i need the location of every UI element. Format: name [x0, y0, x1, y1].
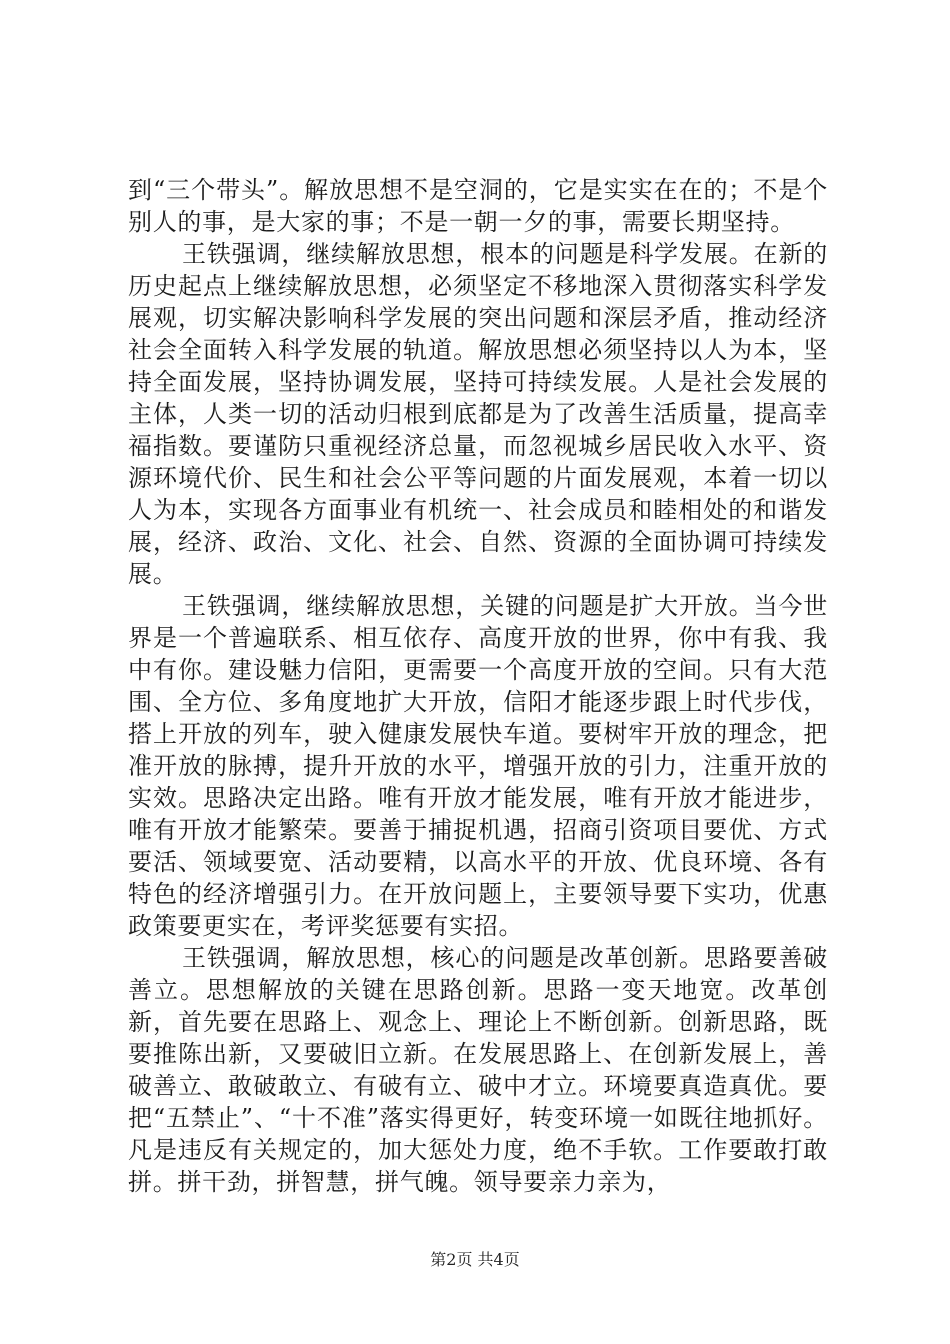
page-number-footer: 第2页 共4页	[430, 1250, 520, 1269]
paragraph-continuation: 到“三个带头”。解放思想不是空洞的，它是实实在在的；不是个别人的事，是大家的事；不是一朝一夕的事，需要长期坚持。	[128, 176, 828, 236]
paragraph-opening-up: 王铁强调，继续解放思想，关键的问题是扩大开放。当今世界是一个普遍联系、相互依存、高度开放的世界，你中有我、我中有你。建设魅力信阳，更需要一个高度开放的空间。只有大范围、全方位、多角度地扩大开放，信阳才能逐步跟上时代步伐，搭上开放的列车，驶入健康发展快车道。要树牢开放的理念，把准开放的脉搏，提升开放的水平，增强开放的引力，注重开放的实效。思路决定出路。唯有开放才能发展，唯有开放才能进步，唯有开放才能繁荣。要善于捕捉机遇，招商引资项目要优、方式要活、领域要宽、活动要精，以高水平的开放、优良环境、各有特色的经济增强引力。在开放问题上，主要领导要下实功，优惠政策要更实在，考评奖惩要有实招。	[128, 592, 828, 940]
paragraph-scientific-development: 王铁强调，继续解放思想，根本的问题是科学发展。在新的历史起点上继续解放思想，必须坚定不移地深入贯彻落实科学发展观，切实解决影响科学发展的突出问题和深层矛盾，推动经济社会全面转入科学发展的轨道。解放思想必须坚持以人为本，坚持全面发展，坚持协调发展，坚持可持续发展。人是社会发展的主体，人类一切的活动归根到底都是为了改善生活质量，提高幸福指数。要谨防只重视经济总量，而忽视城乡居民收入水平、资源环境代价、民生和社会公平等问题的片面发展观，本着一切以人为本，实现各方面事业有机统一、社会成员和睦相处的和谐发展，经济、政治、文化、社会、自然、资源的全面协调可持续发展。	[128, 240, 828, 588]
paragraph-reform-innovation: 王铁强调，解放思想，核心的问题是改革创新。思路要善破善立。思想解放的关键在思路创新。思路一变天地宽。改革创新，首先要在思路上、观念上、理论上不断创新。创新思路，既要推陈出新，又要破旧立新。在发展思路上、在创新发展上，善破善立、敢破敢立、有破有立、破中才立。环境要真造真优。要把“五禁止”、“十不准”落实得更好，转变环境一如既往地抓好。凡是违反有关规定的，加大惩处力度，绝不手软。工作要敢打敢拼。拼干劲，拼智慧，拼气魄。领导要亲力亲为，	[128, 944, 828, 1196]
body-text	[128, 174, 828, 1198]
